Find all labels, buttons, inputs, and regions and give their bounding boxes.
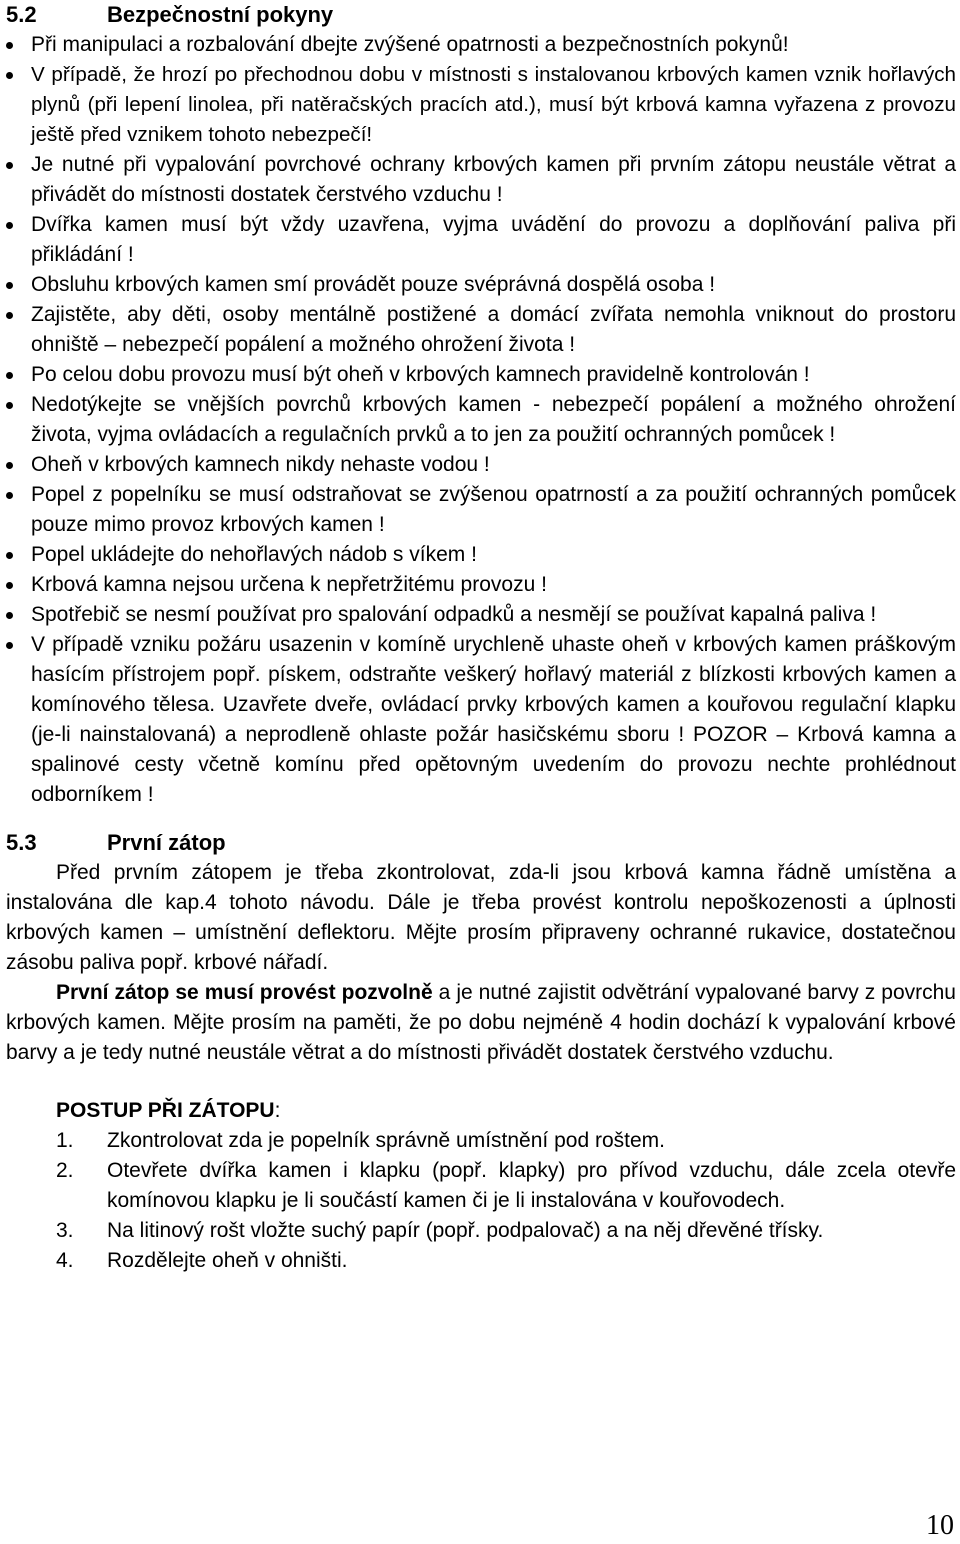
list-item: Krbová kamna nejsou určena k nepřetržitému provozu ! [6, 570, 956, 600]
list-item: Obsluhu krbových kamen smí provádět pouze svéprávná dospělá osoba ! [6, 270, 956, 300]
bullet-icon [6, 222, 13, 229]
list-item: Je nutné při vypalování povrchové ochrany krbových kamen při prvním zátopu neustále větrat a přivádět do místnosti dostatek čerstvého vzduchu ! [6, 150, 956, 210]
section-number: 5.3 [6, 830, 37, 855]
list-item: Popel z popelníku se musí odstraňovat se zvýšenou opatrností a za použití ochranných pomůcek pouze mimo provoz krbových kamen ! [6, 480, 956, 540]
bullet-icon [6, 462, 13, 469]
bullet-icon [6, 372, 13, 379]
list-item: Popel ukládejte do nehořlavých nádob s víkem ! [6, 540, 956, 570]
list-item: V případě vzniku požáru usazenin v komíně urychleně uhaste oheň v krbových kamen práškovým hasícím přístrojem popř. pískem, odstraňte veškerý hořlavý materiál z blízkosti krbových kamen a komínového tělesa. Uzavřete dveře, ovládací prvky krbových kamen a kouřovou regulační klapku (je-li nainstalovaná) a neprodleně ohlaste požár hasičskému sboru ! POZOR – Krbová kamna a spalinové cesty včetně komínu před opětovným uvedením do provozu nechte prohlédnout odborníkem ! [6, 630, 956, 810]
document-page [6, 0, 956, 1276]
intro-paragraph: Před prvním zátopem je třeba zkontrolovat, zda-li jsou krbová kamna řádně umístěna a instalována dle kap.4 tohoto návodu. Dále je třeba provést kontrolu nepoškozenosti a úplnosti krbových kamen – umístnění deflektoru. Mějte prosím připraveny ochranné rukavice, dostatečnou zásobu paliva popř. krbové nářadí. [6, 861, 956, 974]
step-number: 2. [56, 1159, 74, 1182]
first-fire-emphasis: První zátop se musí provést pozvolně [56, 981, 433, 1004]
list-item: Po celou dobu provozu musí být oheň v krbových kamnech pravidelně kontrolován ! [6, 360, 956, 390]
first-fire-paragraph: První zátop se musí provést pozvolně a je nutné zajistit odvětrání vypalované barvy z povrchu krbových kamen. Mějte prosím na paměti, že po dobu nejméně 4 hodin dochází k vypalování krbové barvy a je tedy nutné neustále větrat a do místnosti přivádět dostatek čerstvého vzduchu. [6, 981, 956, 1064]
page-number: 10 [926, 1510, 954, 1541]
list-item: Oheň v krbových kamnech nikdy nehaste vodou ! [6, 450, 956, 480]
list-item: Zajistěte, aby děti, osoby mentálně postižené a domácí zvířata nemohla vniknout do prostoru ohniště – nebezpečí popálení a možného ohrožení života ! [6, 300, 956, 360]
list-item: Při manipulaci a rozbalování dbejte zvýšené opatrnosti a bezpečnostních pokynů! [6, 30, 956, 60]
bullet-icon [6, 162, 13, 169]
bullet-icon [6, 402, 13, 409]
list-item: Dvířka kamen musí být vždy uzavřena, vyjma uvádění do provozu a doplňování paliva při přikládání ! [6, 210, 956, 270]
bullet-icon [6, 42, 13, 49]
bullet-icon [6, 552, 13, 559]
bullet-icon [6, 282, 13, 289]
step-item: 4. Rozdělejte oheň v ohništi. [56, 1246, 956, 1276]
section-heading-5-3 [6, 828, 956, 858]
step-item: 1. Zkontrolovat zda je popelník správně umístnění pod roštem. [56, 1126, 956, 1156]
step-item: 2. Otevřete dvířka kamen i klapku (popř. klapky) pro přívod vzduchu, dále zcela otevře komínovou klapku je li součástí kamen či je li instalována v kouřovodech. [56, 1156, 956, 1216]
bullet-icon [6, 492, 13, 499]
step-number: 3. [56, 1219, 74, 1242]
section-number: 5.2 [6, 2, 37, 27]
bullet-icon [6, 582, 13, 589]
procedure-steps [56, 1126, 956, 1276]
section-title: První zátop [107, 830, 226, 855]
bullet-icon [6, 642, 13, 649]
list-item: Spotřebič se nesmí používat pro spalování odpadků a nesmějí se používat kapalná paliva ! [6, 600, 956, 630]
bullet-icon [6, 612, 13, 619]
step-number: 4. [56, 1249, 74, 1272]
safety-instructions-list [6, 30, 956, 810]
bullet-icon [6, 312, 13, 319]
step-item: 3. Na litinový rošt vložte suchý papír (popř. podpalovač) a na něj dřevěné třísky. [56, 1216, 956, 1246]
list-item: Nedotýkejte se vnějších povrchů krbových kamen - nebezpečí popálení a možného ohrožení života, vyjma ovládacích a regulačních prvků a to jen za použití ochranných pomůcek ! [6, 390, 956, 450]
step-number: 1. [56, 1129, 74, 1152]
section-heading-5-2 [6, 0, 956, 30]
procedure-heading: POSTUP PŘI ZÁTOPU: [56, 1099, 281, 1122]
bullet-icon [6, 72, 13, 79]
list-item: V případě, že hrozí po přechodnou dobu v místnosti s instalovanou krbových kamen vznik hořlavých plynů (při lepení linolea, při natěračských pracích atd.), musí být krbová kamna vyřazena z provozu ještě před vznikem tohoto nebezpečí! [6, 60, 956, 150]
section-title: Bezpečnostní pokyny [107, 2, 334, 27]
